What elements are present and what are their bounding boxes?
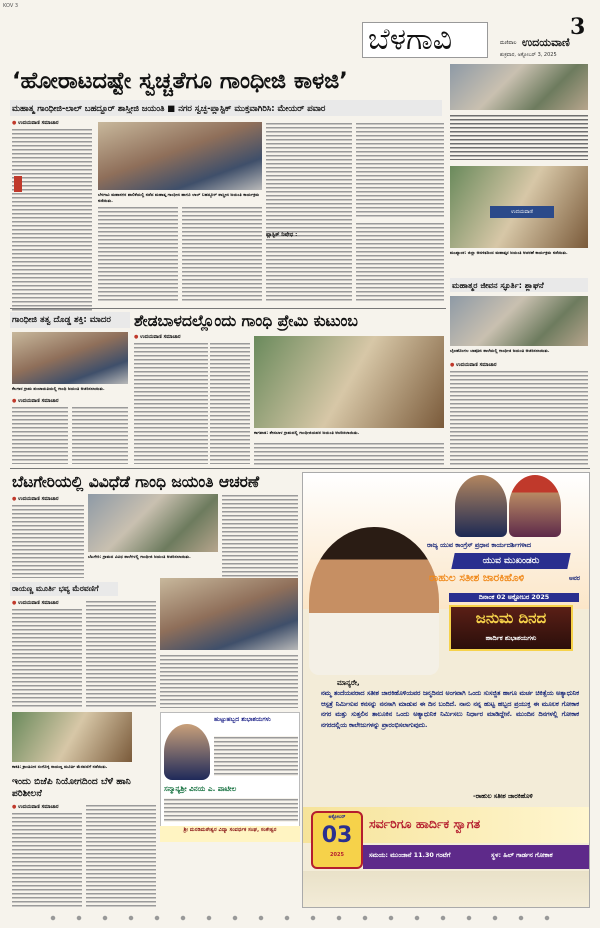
story3-headline: ಶೇಡಬಾಳದಲ್ಲೊಂದು ಗಾಂಧಿ ಪ್ರೇಮಿ ಕುಟುಂಬ xyxy=(134,312,358,330)
ad-big-name: ರಾಹುಲ ಸತೀಶ ಜಾರಕಿಹೊಳಿ xyxy=(429,572,525,584)
story3-text-c xyxy=(254,442,444,466)
lead-col2-text xyxy=(98,206,178,302)
lead-col5-text xyxy=(356,122,444,218)
story2-byline: ● ಉದಯವಾಣಿ ಸಮಾಚಾರ xyxy=(12,398,59,404)
story4-text-b xyxy=(222,494,298,578)
story5-photo2 xyxy=(12,712,132,762)
ad-big-occasion: ಜನುಮ ದಿನದ xyxy=(475,609,547,627)
ad-big-welcome: ಸರ್ವರಿಗೂ ಹಾರ್ದಿಕ ಸ್ವಾಗತ xyxy=(369,816,481,831)
section-title: ಬೆಳಗಾವಿ xyxy=(368,22,453,57)
right-photo2 xyxy=(450,296,588,346)
story3-caption: ಕಾಗವಾಡ: ಶೇಡಬಾಳ ಗ್ರಾಮದಲ್ಲಿ ಗಾಂಧೀಜಿಯವರ ಜಯಂತಿ ಆಚರಿಸಲಾಯಿತು. xyxy=(254,430,360,435)
lead-quote-label: ಪ್ಲಾಸ್ಟಿಕ್ ನಿಷೇಧ : xyxy=(266,232,298,238)
story5-headline: ರಾಯಣ್ಣ ಮೂರ್ತಿ ಭವ್ಯ ಮೆರವಣಿಗೆ xyxy=(12,584,99,593)
story6-text-a xyxy=(12,812,82,908)
dateline: ಶುಕ್ರವಾರ, ಅಕ್ಟೋಬರ್ 3, 2025 xyxy=(500,52,557,58)
story6-text-b xyxy=(86,804,156,908)
story5-byline: ● ಉದಯವಾಣಿ ಸಮಾಚಾರ xyxy=(12,600,59,606)
lead-headline: ‘ಹೋರಾಟದಷ್ಟೇ ಸ್ವಚ್ಚತೆಗೂ ಗಾಂಧೀಜಿ ಕಾಳಜಿ’ xyxy=(12,68,348,94)
ad-big-time: ಸಮಯ: ಮುಂಜಾನೆ 11.30 ಗಂಟೆಗೆ xyxy=(369,851,451,859)
story2-text-a xyxy=(12,406,68,464)
story4-byline: ● ಉದಯವಾಣಿ ಸಮಾಚಾರ xyxy=(12,496,59,502)
story5-text-b xyxy=(86,600,156,708)
story5-text-a xyxy=(12,608,82,708)
ad-small-name: ಸನ್ಮಾನ್ಯಶ್ರೀ ವಿನಯ ಎ. ಪಾಟೀಲ xyxy=(164,784,237,793)
ad-big-venue: ಸ್ಥಳ: ಹಿಲ್ ಗಾರ್ಡನ ಗೋಕಾಕ xyxy=(491,851,553,859)
ad-big-portrait-right xyxy=(509,475,561,537)
story3-text-b xyxy=(210,342,250,464)
lead-col5b-text xyxy=(356,222,444,302)
ad-big-badge-day: 03 xyxy=(321,823,353,848)
story3-byline: ● ಉದಯವಾಣಿ ಸಮಾಚಾರ xyxy=(134,334,181,340)
right-byline: ● ಉದಯವಾಣಿ ಸಮಾಚಾರ xyxy=(450,362,497,368)
ad-big-badge-year: 2025 xyxy=(330,852,344,858)
story5-text-c xyxy=(160,654,298,708)
pull-quote-rule xyxy=(14,176,22,192)
story5-photo xyxy=(160,578,298,650)
story4-text-a xyxy=(12,504,84,578)
story2-caption: ಕೆಲಗಾರ ಗ್ರಾಮ ಪಂಚಾಯತಿಯಲ್ಲಿ ಗಾಂಧಿ ಜಯಂತಿ ಆಚರಿಸಲಾಯಿತು. xyxy=(12,386,105,391)
ad-big-wishes: ಹಾರ್ದಿಕ ಶುಭಾಶಯಗಳು xyxy=(485,634,537,642)
ad-small-portrait xyxy=(164,724,210,780)
story4-photo xyxy=(88,494,218,552)
story4-caption: ಬೆಟಗೇರಿ: ಗ್ರಾಮದ ವಿವಿಧ ಶಾಲೆಗಳಲ್ಲಿ ಗಾಂಧೀಜಿ ಜಯಂತಿ ಆಚರಿಸಲಾಯಿತು. xyxy=(88,554,191,559)
story2-text-b xyxy=(72,406,128,464)
ad-small-org: ಶ್ರೀ ಮರಡಿಮಠೇಶ್ವರ ವಿದ್ಯಾ ಸಂವರ್ಧಕ ಸಂಘ, ಸಂಕೇಶ್ವರ xyxy=(183,827,277,833)
ad-big-date: ದಿನಾಂಕ 02 ಅಕ್ಟೋಬರ 2025 xyxy=(449,593,579,602)
lead-col1-text xyxy=(12,128,92,328)
ad-big-greeting-word: ಮಾನ್ಯರೇ, xyxy=(337,679,360,687)
story2-headline: ಗಾಂಧೀಜಿ ತತ್ವ ದೊಡ್ಡ ಶಕ್ತಿ: ಮಾದರ xyxy=(12,315,111,325)
right-headline: ಮಹಾತ್ಮರ ಜೀವನ ಸ್ಫೂರ್ತಿ: ಶ್ಲಾಘನೆ xyxy=(452,281,544,290)
page-number: 3 xyxy=(570,14,586,40)
story4-headline: ಬೆಟಗೇರಿಯಲ್ಲಿ ವಿವಿಧೆಡೆ ಗಾಂಧಿ ಜಯಂತಿ ಆಚರಣೆ xyxy=(12,473,260,491)
lead-col4-text xyxy=(266,122,352,302)
right-top-lead xyxy=(450,114,588,160)
ad-big-bottom-band xyxy=(303,871,590,908)
story2-photo xyxy=(12,332,128,384)
ad-big xyxy=(302,472,590,908)
lead-col3-text xyxy=(182,206,262,302)
ad-big-portrait-left xyxy=(455,475,507,537)
story6-byline: ● ಉದಯವಾಣಿ ಸಮಾಚಾರ xyxy=(12,804,59,810)
right-text xyxy=(450,370,588,466)
lead-subhead: ಮಹಾತ್ಮ ಗಾಂಧೀಜಿ-ಲಾಲ್ ಬಹದ್ದೂರ್ ಶಾಸ್ತ್ರೀಜಿ ಜಯಂತಿ ■ ನಗರ ಸ್ವಚ್ಛ-ಪ್ಲಾಸ್ಟಿಕ್ ಮುಕ್ತವಾಗಿರಿಸಿ: ಮೇಯರ್ ಪವಾರ xyxy=(12,103,326,113)
divider xyxy=(10,308,446,309)
story5-caption: ಕಾಕತಿ: ಕ್ರಾಂತಿವೀರ ಸಂಗೊಳ್ಳಿ ರಾಯಣ್ಣ ಮೂರ್ತಿ ಮೆರವಣಿಗೆ ನಡೆಯಿತು. xyxy=(12,764,108,769)
story3-text-a xyxy=(134,342,208,464)
divider xyxy=(10,468,590,469)
right-mid-banner: ಉದಯವಾಣಿ xyxy=(490,206,554,218)
ad-big-name-suffix: ಅವರ xyxy=(569,575,580,582)
right-top-caption: ಮುಖ್ಯಾಂಶ: ಜಿಲ್ಲಾ ಆಡಳಿತದಿಂದ ಮಹಾತ್ಮರ ಜಯಂತಿ ಆಚರಣೆ ಕಾರ್ಯಕ್ರಮ ನಡೆಯಿತು. xyxy=(450,250,568,255)
ad-big-role: ಯುವ ಮುಖಂಡರು xyxy=(482,556,540,566)
registration-marks xyxy=(40,914,560,922)
ad-small-greeting: ಹುಟ್ಟುಹಬ್ಬದ ಶುಭಾಶಯಗಳು xyxy=(214,716,271,723)
ad-big-badge-label: ಅಕ್ಟೋಬರ್ xyxy=(328,815,346,820)
ad-small-text2 xyxy=(164,798,298,822)
publication-prefix: ಮಣಿಪಾಲ xyxy=(500,40,517,46)
ad-small-text xyxy=(214,736,298,776)
right-top-photo xyxy=(450,64,588,110)
byline: ● ಉದಯವಾಣಿ ಸಮಾಚಾರ xyxy=(12,120,59,126)
story3-photo xyxy=(254,336,444,428)
ad-big-top-line: ರಾಜ್ಯ ಯುವ ಕಾಂಗ್ರೆಸ್ ಪ್ರಧಾನ ಕಾರ್ಯದರ್ಶಿಗಳಾದ xyxy=(427,541,531,549)
ad-big-body: ನಮ್ಮ ತಂದೆಯವರಾದ ಸತೀಶ ಜಾರಕಿಹೊಳಿಯವರ ಜನ್ಮದಿನದ ಅಂಗವಾಗಿ ಒಂದು ಸುಸಜ್ಜಿತ ಹಾಗೂ ಮರ್ಚ ಚಿಕಿತ್ಸೆಯ ಅತ್ಯಾಧುನಿಕ ಆಸ್ಪತ್ರೆ ನಿರ್ಮಿಸುವ ಕನಸನ್ನು ನನಸಾಗಿ ಮಾಡುವ ಈ ದಿನ ಬಂದಿದೆ. ನಾನು ನನ್ನ ಹುಟ್ಟ ಹಬ್ಬದ ಪ್ರಯುಕ್ತ ಈ ಮೂಲಕ ಗೋಕಾಕ ನಗರ ಮತ್ತು ಸುತ್ತಲಿನ ತಾಲೂಕಿನ ಒಂದು ಅತ್ಯಾಧುನಿಕ ನಿರ್ಮಿಸಲು ನಿರ್ಧಾರ ಮಾಡಿದ್ದೇನೆ. ಮುಂದಿನ ದಿನಗಳಲ್ಲಿ ಗೋಕಾಕ ನಗರದಲ್ಲಿಯ ಕಾಲೇಜುಗಳನ್ನು ಪ್ರಾರಂಭಿಸಲಾಗುವುದು. xyxy=(321,690,579,729)
page-ref: KOV 3 xyxy=(3,3,19,9)
story6-headline: ಇಂದು ಬಿಜೆಪಿ ನಿಯೋಗದಿಂದ ಬೆಳೆ ಹಾನಿ ಪರಿಶೀಲನೆ xyxy=(12,776,131,799)
lead-photo xyxy=(98,122,262,190)
ad-big-signature: -ರಾಹುಲ ಸತೀಶ ಜಾರಕಿಹೊಳಿ xyxy=(473,793,533,800)
ad-big-person xyxy=(309,527,439,675)
publication-name: ಉದಯವಾಣಿ xyxy=(522,36,570,49)
right-caption2: ಬೈಲಹೊಂಗಲ ಬಾಪೂಜಿ ಶಾಲೆಯಲ್ಲಿ ಗಾಂಧೀಜಿ ಜಯಂತಿ ಆಚರಿಸಲಾಯಿತು. xyxy=(450,348,550,353)
lead-photo-caption: ಬೆಳಗಾವಿ ಮಹಾನಗರ ಪಾಲಿಕೆಯಲ್ಲಿ ನಡೆದ ಮಹಾತ್ಮ ಗಾಂಧೀಜಿ ಹಾಗೂ ಲಾಲ್ ಬಹದ್ದೂರ್ ಶಾಸ್ತ್ರೀಜಿ ಜಯಂತಿ ಕಾರ್ಯಕ್ರಮ ನಡೆಯಿತು. xyxy=(98,192,260,203)
